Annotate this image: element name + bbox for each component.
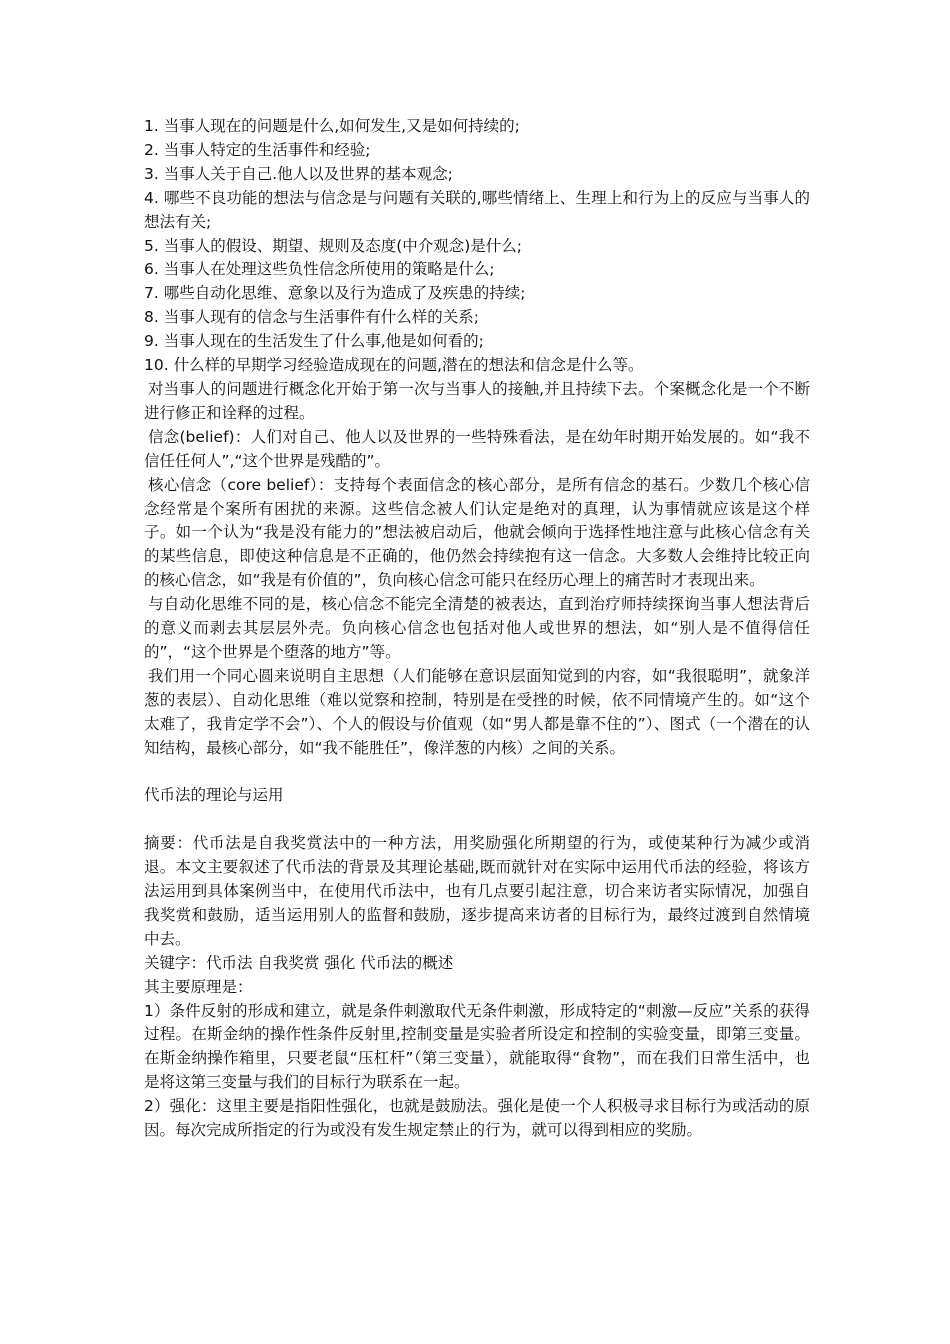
body-paragraph: 我们用一个同心圆来说明自主思想（人们能够在意识层面知觉到的内容，如“我很聪明”，就象洋葱的表层）、自动化思维（难以觉察和控制，特别是在受挫的时候，依不同情境产生的。如“这个太难了，我肯定学不会”）、个人的假设与价值观（如“男人都是靠不住的”）、图式（一个潜在的认知结构，最核心部分，如“我不能胜任”，像洋葱的内核）之间的关系。: [144, 666, 810, 757]
document-page: [144, 115, 810, 1143]
section-title: 代币法的理论与运用: [144, 786, 284, 805]
list-item: 1. 当事人现在的问题是什么,如何发生,又是如何持续的;: [144, 117, 520, 135]
abstract-paragraph: 摘要：代币法是自我奖赏法中的一种方法，用奖励强化所期望的行为，或使某种行为减少或消退。本文主要叙述了代币法的背景及其理论基础,既而就针对在实际中运用代币法的经验，将该方法运用到具体案例当中，在使用代币法中，也有几点要引起注意，切合来访者实际情况，加强自我奖赏和鼓励，适当运用别人的监督和鼓励，逐步提高来访者的目标行为，最终过渡到自然情境中去。: [144, 834, 810, 948]
list-item: 10. 什么样的早期学习经验造成现在的问题,潜在的想法和信念是什么等。: [144, 356, 644, 375]
body-paragraph: 信念(belief)：人们对自己、他人以及世界的一些特殊看法，是在幼年时期开始发展的。如“我不信任任何人”,“这个世界是残酷的”。: [144, 427, 810, 470]
spacer: [144, 808, 810, 832]
principle-item: 1）条件反射的形成和建立，就是条件刺激取代无条件刺激，形成特定的“刺激—反应”关系的获得过程。在斯金纳的操作性条件反射里,控制变量是实验者所设定和控制的实验变量，即第三变量。在斯金纳操作箱里，只要老鼠“压杠杆”（第三变量），就能取得“食物”，而在我们日常生活中，也是将这第三变量与我们的目标行为联系在一起。: [144, 1001, 810, 1092]
list-item: 3. 当事人关于自己.他人以及世界的基本观念;: [144, 164, 453, 183]
body-paragraph: 核心信念（core belief）：支持每个表面信念的核心部分，是所有信念的基石。少数几个核心信念经常是个案所有困扰的来源。这些信念被人们认定是绝对的真理，认为事情就应该是这个样子。如一个认为“我是没有能力的”想法被启动后，他就会倾向于选择性地注意与此核心信念有关的某些信息，即使这种信息是不正确的，他仍然会持续抱有这一信念。大多数人会维持比较正向的核心信念，如“我是有价值的”，负向核心信念可能只在经历心理上的痛苦时才表现出来。: [144, 475, 810, 590]
list-item: 4. 哪些不良功能的想法与信念是与问题有关联的,哪些情绪上、生理上和行为上的反应与当事人的想法有关;: [144, 188, 810, 231]
list-item: 7. 哪些自动化思维、意象以及行为造成了及疾患的持续;: [144, 284, 526, 303]
body-paragraph: 对当事人的问题进行概念化开始于第一次与当事人的接触,并且持续下去。个案概念化是一个不断进行修正和诠释的过程。: [144, 379, 810, 422]
list-item: 2. 当事人特定的生活事件和经验;: [144, 140, 371, 159]
principle-intro: 其主要原理是：: [144, 977, 253, 996]
list-item: 9. 当事人现在的生活发生了什么事,他是如何看的;: [144, 332, 484, 351]
keywords-line: 关键字：代币法 自我奖赏 强化 代币法的概述: [144, 953, 454, 972]
list-item: 8. 当事人现有的信念与生活事件有什么样的关系;: [144, 308, 479, 327]
spacer: [144, 760, 810, 784]
list-item: 5. 当事人的假设、期望、规则及态度(中介观念)是什么;: [144, 236, 523, 255]
numbered-list: [144, 115, 810, 378]
body-paragraph: 与自动化思维不同的是，核心信念不能完全清楚的被表达，直到治疗师持续探询当事人想法背后的意义而剥去其层层外壳。负向核心信念也包括对他人或世界的想法，如“别人是不值得信任的”，“这个世界是个堕落的地方”等。: [144, 595, 810, 661]
list-item: 6. 当事人在处理这些负性信念所使用的策略是什么;: [144, 260, 495, 279]
principle-item: 2）强化：这里主要是指阳性强化，也就是鼓励法。强化是使一个人积极寻求目标行为或活动的原因。每次完成所指定的行为或没有发生规定禁止的行为，就可以得到相应的奖励。: [144, 1097, 810, 1140]
